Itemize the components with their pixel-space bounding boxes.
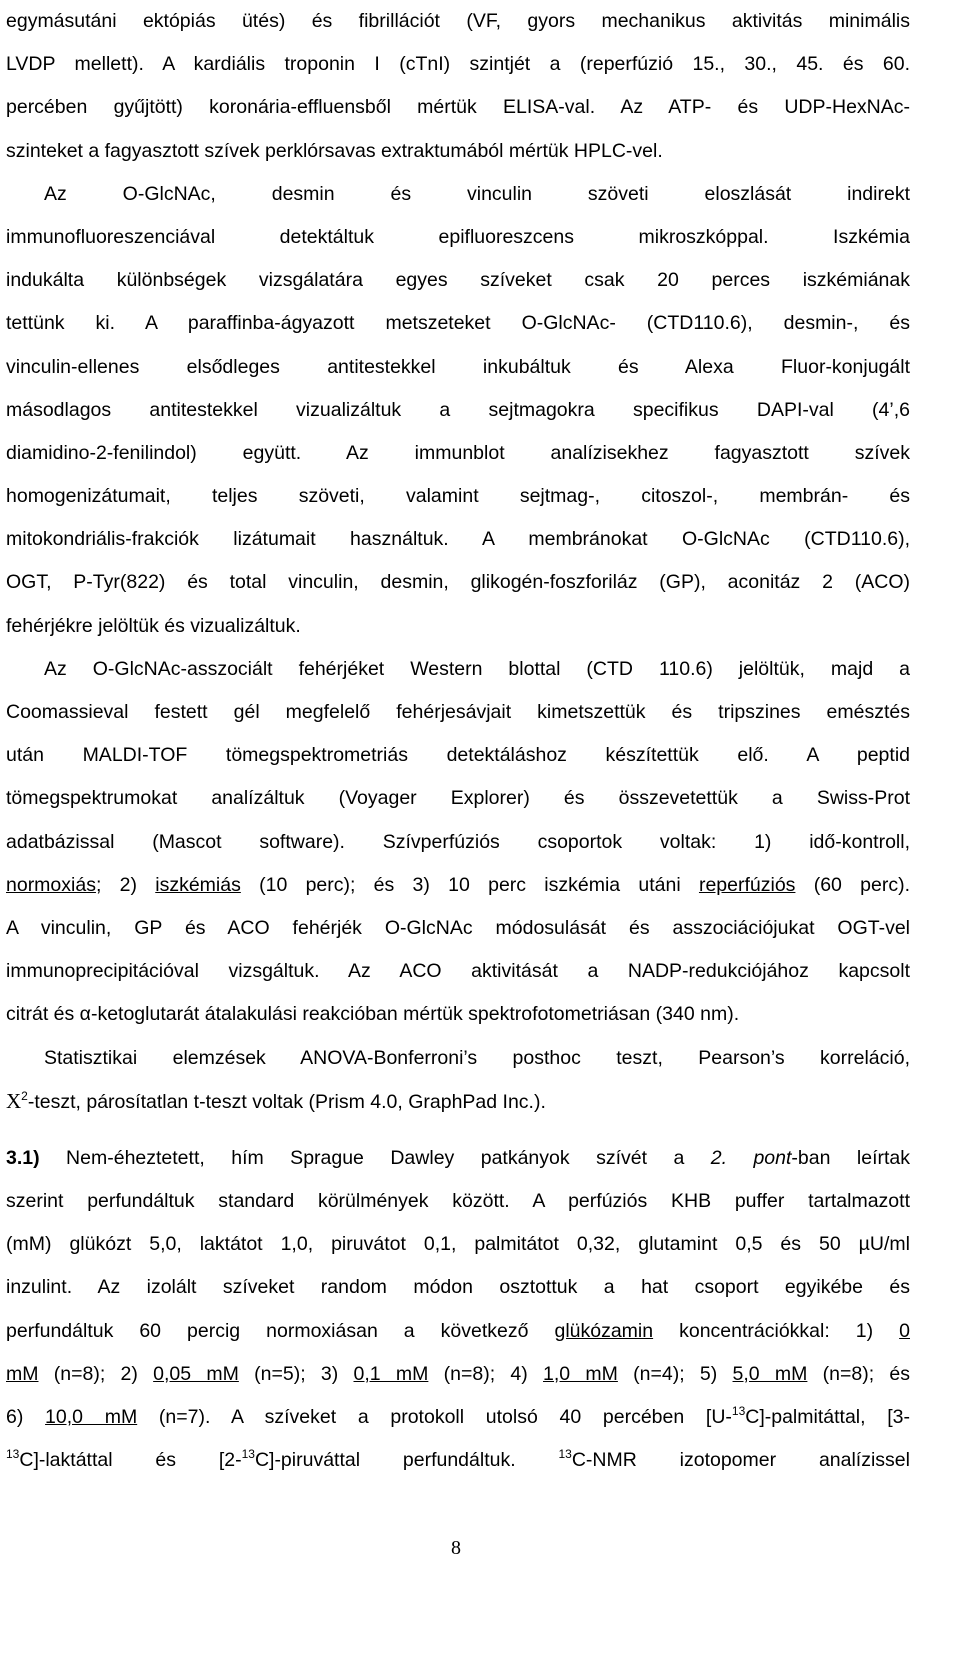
underlined-term: normoxiás xyxy=(6,873,96,896)
text-line: másodlagos antitestekkel vizualizáltuk a sejtmagokra specifikus DAPI-val (4’,6 xyxy=(6,398,910,421)
paragraph-gap xyxy=(6,1123,910,1137)
text-line: indukálta különbségek vizsgálatára egyes szíveket csak 20 perces iszkémiának xyxy=(6,269,910,292)
text-span: C]-laktáttal és [2- xyxy=(19,1449,242,1472)
text-span: -teszt, párosítatlan t-teszt voltak (Prism 4.0, GraphPad Inc.). xyxy=(27,1090,546,1113)
text-line xyxy=(6,1080,910,1123)
text-span: (n=8); és xyxy=(807,1362,910,1385)
text-span: (10 perc); és 3) 10 perc iszkémia utáni xyxy=(240,873,699,896)
text-span: (n=5); 3) xyxy=(238,1362,354,1385)
section-3-1 xyxy=(6,1137,910,1483)
underlined-term: 0,1 mM xyxy=(353,1362,429,1385)
superscript: 13 xyxy=(241,1447,255,1462)
text-line: adatbázissal (Mascot software). Szívperfúziós csoportok voltak: 1) idő-kontroll, xyxy=(6,830,910,853)
text-line: Coomassieval festett gél megfelelő fehérjesávjait kimetszettük és tripszines emésztés xyxy=(6,701,910,723)
text-line xyxy=(6,1439,910,1482)
text-span: perfundáltuk 60 percig normoxiásan a következő xyxy=(6,1319,555,1342)
text-line: OGT, P-Tyr(822) és total vinculin, desmin, glikogén-foszforiláz (GP), aconitáz 2 (ACO) xyxy=(6,571,910,594)
text-line: (mM) glükózt 5,0, laktátot 1,0, piruvátot 0,1, palmitátot 0,32, glutamint 0,5 és 50 µU/ml xyxy=(6,1233,910,1256)
text-line: A vinculin, GP és ACO fehérjék O-GlcNAc módosulását és asszociációjukat OGT-vel xyxy=(6,916,910,939)
text-line: inzulint. Az izolált szíveket random módon osztottuk a hat csoport egyikébe és xyxy=(6,1276,910,1299)
text-span: Nem-éheztetett, hím Sprague Dawley patkányok szívét a xyxy=(39,1146,711,1169)
text-span: C]-palmitáttal, [3- xyxy=(745,1406,910,1428)
text-line xyxy=(6,1396,910,1439)
text-line: immunoprecipitációval vizsgáltuk. Az ACO aktivitását a NADP-redukciójához kapcsolt xyxy=(6,960,910,983)
text-line: diamidino-2-fenilindol) együtt. Az immunblot analízisekhez fagyasztott szívek xyxy=(6,441,910,464)
paragraph-western-blot xyxy=(6,648,910,1037)
text-line: Az O-GlcNAc, desmin és vinculin szöveti eloszlását indirekt xyxy=(44,182,910,205)
text-span: C-NMR izotopomer analízissel xyxy=(571,1449,910,1472)
text-span: C]-piruváttal perfundáltuk. xyxy=(254,1449,559,1472)
text-span: ; 2) xyxy=(95,873,156,896)
section-number: 3.1) xyxy=(6,1146,40,1169)
text-line: szinteket a fagyasztott szívek perklórsavas extraktumából mértük HPLC-vel. xyxy=(6,139,663,162)
paragraph-methods-1 xyxy=(6,0,910,173)
text-line: immunofluoreszenciával detektáltuk epifluoreszcens mikroszkóppal. Iszkémia xyxy=(6,225,910,248)
text-span: (n=7). A szíveket a protokoll utolsó 40 percében [U- xyxy=(137,1406,732,1428)
superscript: 2 xyxy=(21,1088,28,1103)
text-span: (n=4); 5) xyxy=(617,1362,733,1385)
text-span: koncentrációkkal: 1) xyxy=(653,1319,900,1342)
paragraph-statistics xyxy=(6,1037,910,1123)
text-line xyxy=(6,1353,910,1396)
text-line xyxy=(6,1137,910,1180)
text-line: egymásutáni ektópiás ütés) és fibrillációt (VF, gyors mechanikus aktivitás minimális xyxy=(6,10,910,32)
italic-ref: 2. pont xyxy=(710,1146,792,1169)
text-line: percében gyűjtött) koronária-effluensből mértük ELISA-val. Az ATP- és UDP-HexNAc- xyxy=(6,96,910,119)
text-span: (n=8); 4) xyxy=(428,1362,544,1385)
superscript: 13 xyxy=(731,1404,746,1418)
text-span: (60 perc). xyxy=(795,873,910,896)
text-line: fehérjékre jelöltük és vizualizáltuk. xyxy=(6,614,301,637)
underlined-term: 0,05 mM xyxy=(153,1362,239,1385)
text-line: citrát és α-ketoglutarát átalakulási reakcióban mértük spektrofotometriásan (340 nm). xyxy=(6,1003,740,1026)
text-line: tettünk ki. A paraffinba-ágyazott metszeteket O-GlcNAc- (CTD110.6), desmin-, és xyxy=(6,312,910,335)
superscript: 13 xyxy=(558,1447,572,1462)
page-number: 8 xyxy=(451,1537,461,1559)
text-line: homogenizátumait, teljes szöveti, valamint sejtmag-, citoszol-, membrán- és xyxy=(6,485,910,508)
text-line: mitokondriális-frakciók lizátumait használtuk. A membránokat O-GlcNAc (CTD110.6), xyxy=(6,528,910,551)
text-line: tömegspektrumokat analízáltuk (Voyager Explorer) és összevetettük a Swiss-Prot xyxy=(6,787,910,810)
underlined-term: reperfúziós xyxy=(698,873,796,896)
text-span: (n=8); 2) xyxy=(38,1362,154,1385)
underlined-term: 10,0 mM xyxy=(45,1406,138,1428)
text-span: -ban leírtak xyxy=(791,1146,910,1169)
text-line: vinculin-ellenes elsődleges antitestekkel inkubáltuk és Alexa Fluor-konjugált xyxy=(6,355,910,378)
underlined-term: iszkémiás xyxy=(155,873,241,896)
text-span: 6) xyxy=(6,1406,46,1428)
document-page xyxy=(6,0,910,1482)
text-line: Az O-GlcNAc-asszociált fehérjéket Western blottal (CTD 110.6) jelöltük, majd a xyxy=(44,657,910,680)
underlined-term: 1,0 mM xyxy=(543,1362,618,1385)
underlined-term: glükózamin xyxy=(554,1319,654,1342)
text-line xyxy=(6,1310,910,1353)
superscript: 13 xyxy=(6,1447,20,1462)
text-line: LVDP mellett). A kardiális troponin I (cTnI) szintjét a (reperfúzió 15., 30., 45. és 60. xyxy=(6,53,910,76)
text-line: után MALDI-TOF tömegspektrometriás detektáláshoz készítettük elő. A peptid xyxy=(6,744,910,767)
paragraph-immunofluorescence xyxy=(6,173,910,648)
text-line: szerint perfundáltuk standard körülmények között. A perfúziós KHB puffer tartalmazott xyxy=(6,1190,910,1213)
text-line: Statisztikai elemzések ANOVA-Bonferroni’s posthoc teszt, Pearson’s korreláció, xyxy=(44,1046,910,1069)
text-line xyxy=(6,864,910,907)
underlined-term: 5,0 mM xyxy=(732,1362,808,1385)
chi-symbol: X xyxy=(6,1088,22,1113)
underlined-term: mM xyxy=(6,1362,39,1385)
underlined-term: 0 xyxy=(899,1319,910,1342)
